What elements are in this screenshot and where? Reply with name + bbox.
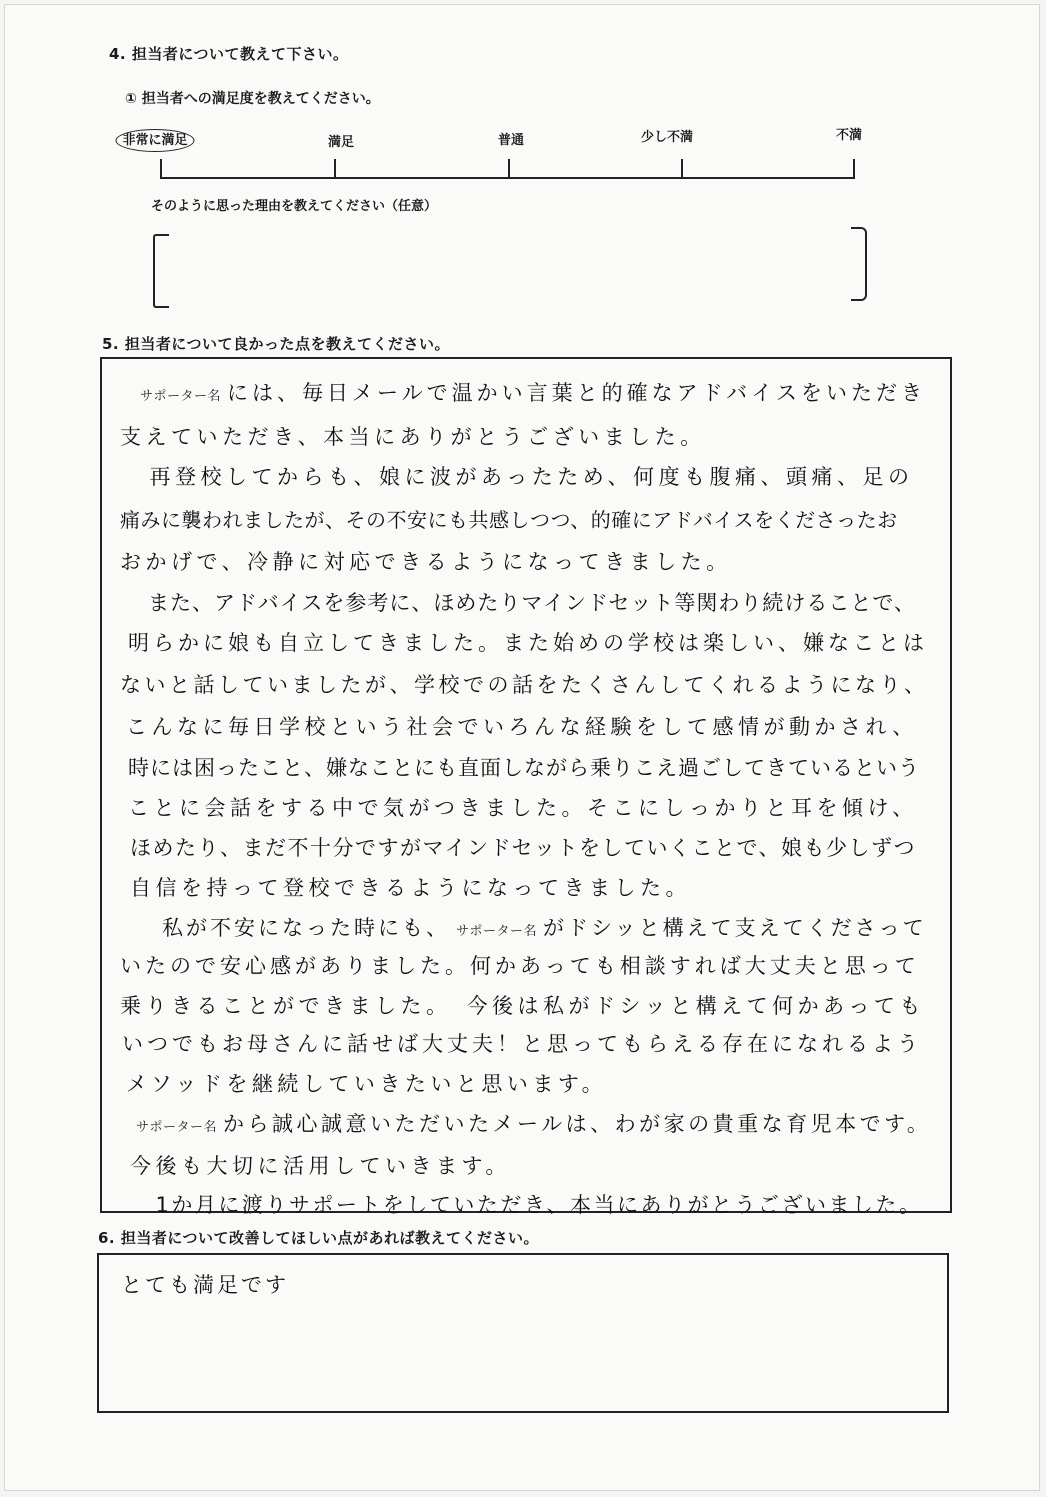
handwritten-line	[120, 546, 732, 576]
handwritten-text-run: ほめたり、まだ不十分ですがマインドセットをしていくことで、娘も少しずつ	[130, 836, 917, 860]
bracket-left	[153, 234, 169, 308]
reason-label: そのように思った理由を教えてください（任意）	[151, 199, 438, 214]
handwritten-line	[124, 461, 913, 491]
supporter-name-placeholder: サポーター名	[136, 1120, 218, 1135]
supporter-name-placeholder: サポーター名	[456, 924, 538, 939]
handwritten-line	[130, 1150, 511, 1180]
scale-option-neutral[interactable]: 普通	[497, 133, 525, 148]
handwritten-text-run: いたので安心感がありました。何かあっても相談すれば大丈夫と思って	[120, 954, 920, 978]
handwritten-line	[128, 792, 918, 822]
scale-tick	[334, 159, 336, 179]
handwritten-text-run: には、毎日メールで温かい言葉と的確なアドバイスをいただき	[227, 381, 926, 405]
handwritten-text-run: また、アドバイスを参考に、ほめたりマインドセット等関わり続けることで、	[126, 591, 916, 615]
handwritten-text-run: 乗りきることができました。 今後は私がドシッと構えて何かあっても	[120, 994, 925, 1018]
handwritten-text-run: がドシッと構えて支えてくださって	[543, 916, 927, 940]
handwritten-line	[120, 950, 920, 980]
handwritten-text-run: 今後も大切に活用していきます。	[130, 1154, 511, 1178]
scale-option-slightly-dissatisfied[interactable]: 少し不満	[640, 130, 694, 145]
handwritten-text-run: いつでもお母さんに話せば大丈夫！と思ってもらえる存在になれるよう	[122, 1032, 922, 1056]
handwritten-line	[126, 711, 918, 741]
scale-option-very-satisfied[interactable]	[115, 129, 194, 148]
handwritten-line	[128, 752, 920, 782]
reason-answer[interactable]	[175, 245, 835, 295]
handwritten-line	[120, 421, 706, 451]
supporter-name-placeholder: サポーター名	[140, 389, 222, 404]
handwritten-text-run: おかげで、冷静に対応できるようになってきました。	[120, 550, 732, 574]
handwritten-text	[102, 359, 950, 1217]
scale-tick	[853, 159, 855, 179]
survey-sheet	[4, 4, 1040, 1491]
handwritten-line	[128, 627, 928, 657]
handwritten-line	[120, 990, 925, 1020]
handwritten-line	[120, 669, 929, 699]
handwritten-line	[122, 1028, 922, 1058]
handwritten-line	[130, 1108, 931, 1138]
handwritten-text-run: から誠心誠意いただいたメールは、わが家の貴重な育児本です。	[223, 1112, 932, 1136]
section4-heading: 4. 担当者について教えて下さい。	[109, 45, 349, 63]
scale-option-dissatisfied[interactable]: 不満	[835, 128, 863, 143]
handwritten-line	[120, 504, 898, 533]
handwritten-line	[130, 872, 691, 902]
section5-heading: 5. 担当者について良かった点を教えてください。	[102, 335, 451, 353]
handwritten-text-run: 明らかに娘も自立してきました。また始めの学校は楽しい、嫌なことは	[128, 631, 928, 655]
handwritten-text-run: 支えていただき、本当にありがとうございました。	[120, 425, 706, 449]
handwritten-line	[130, 832, 916, 862]
handwritten-text-run: ないと話していましたが、学校での話をたくさんしてくれるようになり、	[120, 673, 929, 697]
handwritten-text-run: ことに会話をする中で気がつきました。そこにしっかりと耳を傾け、	[128, 796, 918, 820]
handwritten-text-run: 自信を持って登校できるようになってきました。	[130, 876, 691, 900]
handwritten-line	[132, 1189, 923, 1219]
handwritten-prefix: 私が不安になった時にも、	[138, 916, 450, 940]
handwritten-line	[126, 1068, 607, 1098]
section4-q1: ① 担当者への満足度を教えてください。	[125, 91, 380, 107]
handwritten-text-run: 時には困ったこと、嫌なことにも直面しながら乗りこえ過ごしてきているという	[128, 756, 920, 780]
section6-heading: 6. 担当者について改善してほしい点があれば教えてください。	[98, 1229, 540, 1247]
improvement-answer: とても満足です	[121, 1273, 289, 1297]
selected-circle: 非常に満足	[115, 129, 194, 152]
handwritten-text-run: 痛みに襲われましたが、その不安にも共感しつつ、的確にアドバイスをくださったお	[120, 508, 898, 532]
improvement-box[interactable]	[97, 1253, 949, 1413]
scale-tick	[160, 159, 162, 179]
handwritten-text-run: メソッドを継続していきたいと思います。	[126, 1072, 608, 1096]
scale-tick	[508, 159, 510, 179]
handwritten-text-run: こんなに毎日学校という社会でいろんな経験をして感情が動かされ、	[126, 715, 918, 739]
scale-tick	[681, 159, 683, 179]
bracket-right	[851, 227, 867, 301]
scale-option-satisfied[interactable]: 満足	[327, 135, 355, 150]
good-points-box[interactable]	[100, 357, 952, 1217]
handwritten-line	[138, 912, 927, 942]
handwritten-text-run: 1か月に渡りサポートをしていただき、本当にありがとうございました。	[132, 1193, 923, 1217]
handwritten-line	[126, 587, 916, 617]
handwritten-text-run: 再登校してからも、娘に波があったため、何度も腹痛、頭痛、足の	[124, 465, 914, 489]
handwritten-line	[134, 377, 926, 407]
